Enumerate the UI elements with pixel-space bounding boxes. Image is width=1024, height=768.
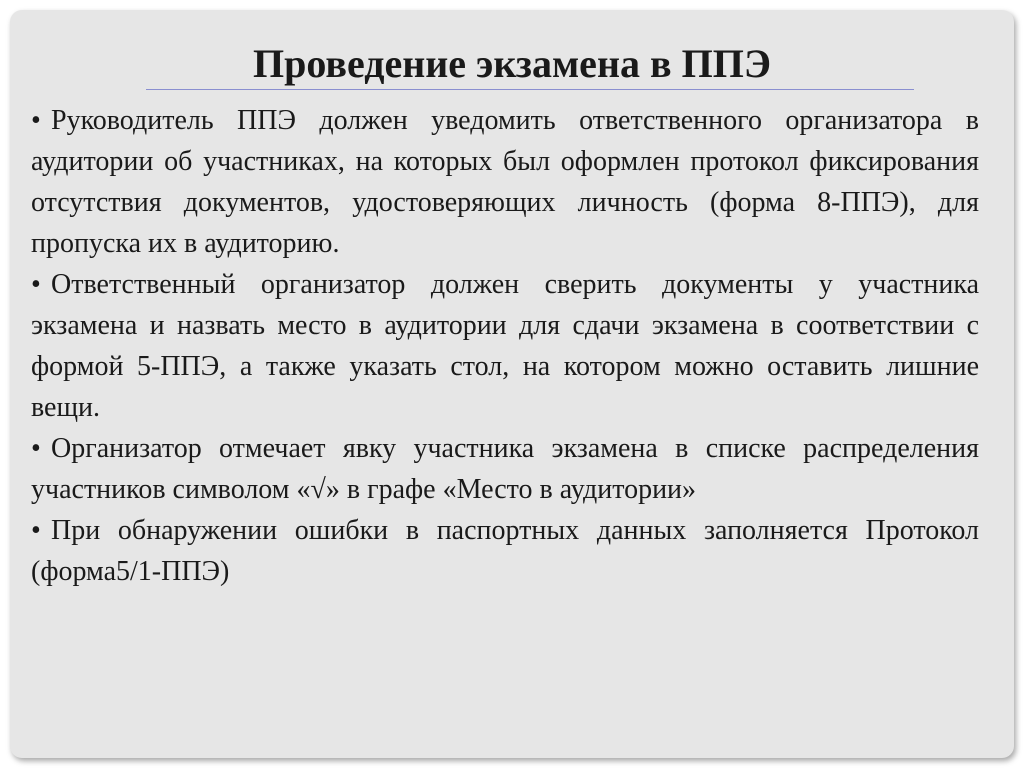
bullet-text-3: Организатор отмечает явку участника экзамена в списке распределения участников символом «√» в графе «Место в аудитории» — [31, 433, 979, 505]
bullet-text-4: При обнаружении ошибки в паспортных данных заполняется Протокол (форма5/1-ППЭ) — [31, 515, 979, 587]
bullet-icon: • — [31, 269, 41, 300]
bullet-list — [31, 100, 979, 592]
slide-title: Проведение экзамена в ППЭ — [253, 41, 771, 86]
bullet-item-3 — [31, 428, 979, 510]
bullet-item-1 — [31, 100, 979, 264]
bullet-icon: • — [31, 433, 41, 464]
bullet-item-4 — [31, 510, 979, 592]
title-underline — [146, 89, 914, 90]
bullet-icon: • — [31, 515, 41, 546]
bullet-text-2: Ответственный организатор должен сверить документы у участника экзамена и назвать место в аудитории для сдачи экзамена в соответствии с формой 5-ППЭ, а также указать стол, на котором можно оставить лишние вещи. — [31, 269, 979, 423]
bullet-icon: • — [31, 105, 41, 136]
bullet-item-2 — [31, 264, 979, 428]
bullet-text-1: Руководитель ППЭ должен уведомить ответственного организатора в аудитории об участниках, на которых был оформлен протокол фиксирования отсутствия документов, удостоверяющих личность (форма 8-ППЭ), для пропуска их в аудиторию. — [31, 105, 979, 259]
